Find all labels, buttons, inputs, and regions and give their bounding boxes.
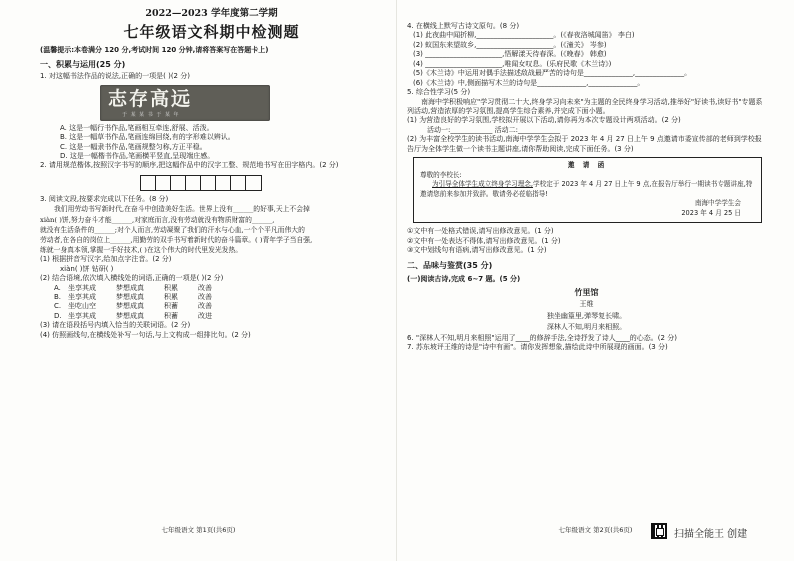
invitation-date: 2023 年 4 月 25 日 [681, 208, 741, 217]
grid-cell [201, 176, 216, 190]
option-letter: C. [54, 302, 62, 311]
option-word: 坐享其成 [68, 293, 96, 302]
q3-2-option-c [40, 302, 383, 311]
question-3-2: (2) 结合语境,依次填入横线处的词语,正确的一项是( )(2 分) [40, 274, 224, 283]
option-word: 坐享其成 [68, 283, 96, 292]
question-5-1-blanks: 活动一:____________ 活动二:____________ [427, 125, 560, 134]
question-7: 7. 苏东坡评王维的诗是"诗中有画"。请你发挥想象,描绘此诗中所展现的画面。(3 分) [407, 343, 668, 352]
grid-cell [231, 176, 246, 190]
q4-line: (3) ______________________,悟解漾天待春深。(《晚春》 韩愈) [413, 50, 607, 59]
section-2-part-1: (一)阅读古诗,完成 6~7 题。(5 分) [407, 274, 521, 283]
exam-title: 七年级语文科期中检测题 [123, 22, 300, 41]
question-4: 4. 在横线上默写古诗文原句。(8 分) [407, 22, 520, 30]
question-3-3: (3) 请在语段括号内填入恰当的关联词语。(2 分) [40, 321, 191, 330]
passage-line: xiàn( )饼,努力奋斗才能______,对家庭而言,没有劳动就没有物质财富的______, [40, 215, 275, 224]
invitation-greeting: 尊敬的李校长: [420, 170, 462, 179]
calligraphy-image [100, 85, 270, 121]
q4-line: (1) 此夜曲中闻折柳,______________________。(《春夜洛城闻笛》 李白) [413, 31, 635, 40]
option-word: 坐吃山空 [68, 302, 96, 311]
question-6: 6. "深林人不知,明月来相照"运用了____的修辞手法,全诗抒发了诗人____的心态。(2 分) [407, 333, 677, 342]
invitation-letter [413, 157, 762, 223]
invitation-body-text: 学校定于 2023 年 4 月 27 日上午 9 点,在报告厅举行一期读书专题讲座,特邀请您前来参加并致辞。敬请务必莅临指导! [420, 180, 753, 198]
passage-line: 就没有生活条件的______;对个人而言,劳动凝聚了我们的汗水与心血,一个个平凡而伟大的 [40, 225, 305, 234]
question-3: 3. 阅读文段,按要求完成以下任务。(8 分) [40, 194, 169, 203]
page-2-footer: 七年级语文 第2页(共6页) [558, 526, 633, 535]
option-word: 梦想成真 [116, 311, 144, 320]
option-letter: D. [54, 311, 62, 320]
option-word: 积累 [164, 293, 178, 302]
q4-line: (2) 蚁国东来望故乡,______________________。(《潼关》 岑参) [413, 40, 607, 49]
calligraphy-characters: 志存高远 [108, 87, 193, 110]
page-1-footer: 七年级语文 第1页(共6页) [161, 526, 236, 535]
option-word: 梦想成真 [116, 293, 144, 302]
writing-grid [140, 175, 262, 191]
option-word: 积累 [164, 283, 178, 292]
invitation-question-2: ②文中有一处表达不得体,请写出修改意见。(1 分) [407, 236, 561, 245]
q4-line: (5)《木兰诗》中运用对偶手法描述敌战最严苦的诗句是______________,______________。 [413, 69, 692, 78]
question-3-4: (4) 仿照画线句,在横线处补写一句话,与上文构成一组排比句。(2 分) [40, 330, 251, 339]
invitation-question-1: ①文中有一处格式错误,请写出修改意见。(1 分) [407, 227, 554, 236]
option-word: 坐享其成 [68, 311, 96, 320]
grid-cell [216, 176, 231, 190]
option-letter: B. [54, 293, 62, 302]
q1-option-c: C. 这是一幅隶书作品,笔画规整匀称,方正平稳。 [60, 142, 207, 151]
option-word: 积蓄 [164, 311, 178, 320]
question-5-1: (1) 为营造良好的学习氛围,学校拟开展以下活动,请你再为本次专题设计两项活动。(2 分) [407, 116, 681, 125]
exam-term: 2022—2023 学年度第二学期 [145, 8, 278, 19]
poem-line: 深林人不知,明月来相照。 [546, 323, 627, 332]
question-1: 1. 对这幅书法作品的说法,正确的一项是( )(2 分) [40, 72, 190, 81]
option-word: 改善 [198, 293, 212, 302]
passage-line: 练就一身真本领,掌握一手好技术,( )在这个伟大的时代里发光发热。 [40, 246, 243, 255]
calligraphy-inscription: 于 某 某 书 于 某 年 [122, 111, 180, 118]
exam-page-2 [397, 0, 794, 561]
option-word: 积蓄 [164, 302, 178, 311]
poem-line: 独坐幽篁里,弹琴复长啸。 [546, 311, 627, 320]
passage-line: 劳动者,在各自的岗位上______,用勤劳的双手书写着新时代的奋斗篇章。( )青年学子当自强, [40, 235, 313, 244]
section-2-heading: 二、品味与鉴赏(35 分) [407, 260, 493, 270]
option-word: 梦想成真 [116, 283, 144, 292]
question-3-1: (1) 根据拼音写汉字,给加点字注音。(2 分) [40, 255, 172, 264]
grid-cell [186, 176, 201, 190]
qr-code-icon [651, 523, 667, 539]
q1-option-d: D. 这是一幅楷书作品,笔画横平竖直,呈现端庄感。 [60, 152, 215, 161]
question-3-1-items: xiàn( )饼 钻研( ) [60, 264, 114, 273]
option-word: 改善 [198, 283, 212, 292]
option-letter: A. [54, 283, 61, 292]
grid-cell [246, 176, 261, 190]
option-word: 改善 [198, 302, 212, 311]
invitation-signer: 南海中学学生会 [694, 199, 741, 208]
scanner-watermark: 扫描全能王 创建 [674, 529, 748, 540]
question-5-2: (2) 为丰富全校学生的读书活动,南海中学学生会拟于 2023 年 4 月 27 日上午 9 点邀请市委宣传部的老师到学校报告厅为全体学生做一个读书主题讲座,请你帮助阅读,完成下面任务。(3 分) [407, 135, 762, 153]
question-5: 5. 综合性学习(5 分) [407, 88, 471, 97]
passage-line: 我们用劳动书写新时代,在奋斗中创造美好生活。世界上没有______的好事,天上不会掉 [54, 205, 310, 214]
option-word: 梦想成真 [116, 302, 144, 311]
poem-author: 王维 [579, 300, 594, 309]
option-word: 改进 [198, 311, 212, 320]
q3-2-option-d [40, 312, 383, 321]
invitation-underlined-sentence: 为引导全体学生成立终身学习理念, [432, 180, 534, 189]
section-1-heading: 一、积累与运用(25 分) [40, 59, 126, 69]
q3-2-option-a [40, 284, 383, 293]
poem-title: 竹里馆 [574, 286, 599, 297]
question-5-intro: 南海中学积极响应"学习贯彻二十大,终身学习向未来"为主题的全民终身学习活动,推举好"好读书,读好书"专题系列活动,营造浓厚的学习氛围,提高学生综合素养,并完成下面小题。 [407, 97, 763, 115]
invitation-title: 邀 请 函 [567, 161, 608, 170]
q1-option-b: B. 这是一幅草书作品,笔画连绵回绕,有的字形难以辨认。 [60, 133, 235, 142]
poem [407, 286, 766, 334]
grid-cell [171, 176, 186, 190]
question-2: 2. 请用规范楷体,按照汉字书写的顺序,把这幅作品中的汉字工整、规范地书写在田字格内。(2 分) [40, 161, 339, 170]
q1-option-a: A. 这是一幅行书作品,笔画相互牵连,舒展、活泼。 [60, 123, 214, 132]
invitation-question-3: ③文中划线句有语病,请写出修改意见。(1 分) [407, 246, 547, 255]
invitation-body [420, 180, 755, 199]
grid-cell [141, 176, 156, 190]
q4-line: (4) ______________________,唯闻女叹息。(乐府民歌《木兰诗》) [413, 59, 612, 68]
grid-cell [156, 176, 171, 190]
q4-line: (6)《木兰诗》中,侧面描写木兰的诗句是______________,______________。 [413, 78, 645, 87]
exam-tip: (温馨提示:本卷满分 120 分,考试时间 120 分钟,请将答案写在答题卡上) [40, 46, 269, 55]
